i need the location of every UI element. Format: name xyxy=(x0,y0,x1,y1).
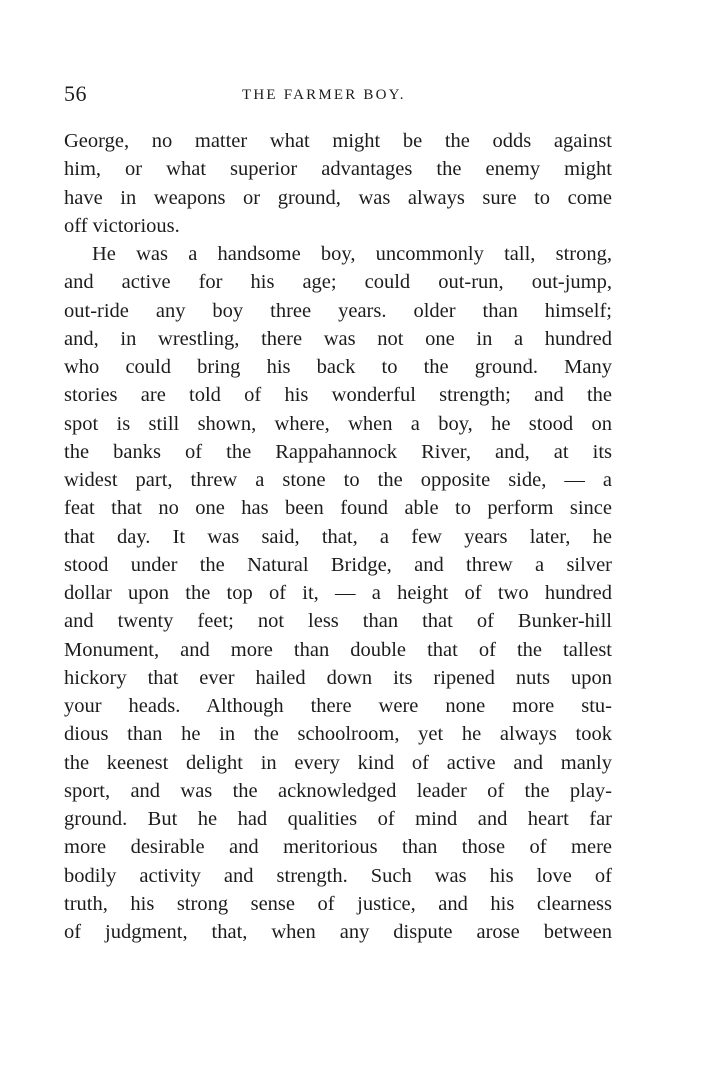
text-line: him, or what superior advantages the enemy might xyxy=(64,158,612,181)
text-line: stood under the Natural Bridge, and threw a silver xyxy=(64,553,612,576)
text-line: sport, and was the acknowledged leader of the play- xyxy=(64,779,612,802)
text-line: truth, his strong sense of justice, and his clearness xyxy=(64,892,612,915)
body-text xyxy=(64,127,612,946)
text-line: dious than he in the schoolroom, yet he always took xyxy=(64,723,612,746)
page-header xyxy=(64,78,612,110)
text-line: and, in wrestling, there was not one in a hundred xyxy=(64,327,612,350)
text-line: widest part, threw a stone to the opposite side, — a xyxy=(64,469,612,491)
text-line: have in weapons or ground, was always sure to come xyxy=(64,186,612,209)
text-line: your heads. Although there were none more stu- xyxy=(64,695,612,717)
text-line: the banks of the Rappahannock River, and, at its xyxy=(64,440,612,463)
text-line: George, no matter what might be the odds against xyxy=(64,130,612,152)
text-line: that day. It was said, that, a few years later, he xyxy=(64,525,612,548)
text-line: bodily activity and strength. Such was his love of xyxy=(64,864,612,887)
text-line: off victorious. xyxy=(64,214,180,237)
paragraph xyxy=(64,240,612,946)
text-line: who could bring his back to the ground. Many xyxy=(64,356,612,378)
page-number: 56 xyxy=(64,81,87,106)
text-line: and active for his age; could out-run, out-jump, xyxy=(64,271,612,294)
text-line: the keenest delight in every kind of active and manly xyxy=(64,751,612,774)
paragraph xyxy=(64,127,612,240)
text-line: hickory that ever hailed down its ripened nuts upon xyxy=(64,666,612,689)
text-line: more desirable and meritorious than those of mere xyxy=(64,836,612,859)
text-line: spot is still shown, where, when a boy, he stood on xyxy=(64,412,612,435)
text-line: and twenty feet; not less than that of Bunker-hill xyxy=(64,610,612,633)
text-line: dollar upon the top of it, — a height of two hundred xyxy=(64,582,612,604)
text-line: of judgment, that, when any dispute arose between xyxy=(64,921,612,943)
text-line: feat that no one has been found able to perform since xyxy=(64,497,612,520)
text-line: out-ride any boy three years. older than himself; xyxy=(64,299,612,322)
text-line: He was a handsome boy, uncommonly tall, strong, xyxy=(92,243,612,265)
running-title: THE FARMER BOY. xyxy=(242,87,406,103)
text-line: stories are told of his wonderful strength; and the xyxy=(64,384,612,407)
text-line: ground. But he had qualities of mind and heart far xyxy=(64,808,612,830)
text-line: Monument, and more than double that of the tallest xyxy=(64,638,612,661)
